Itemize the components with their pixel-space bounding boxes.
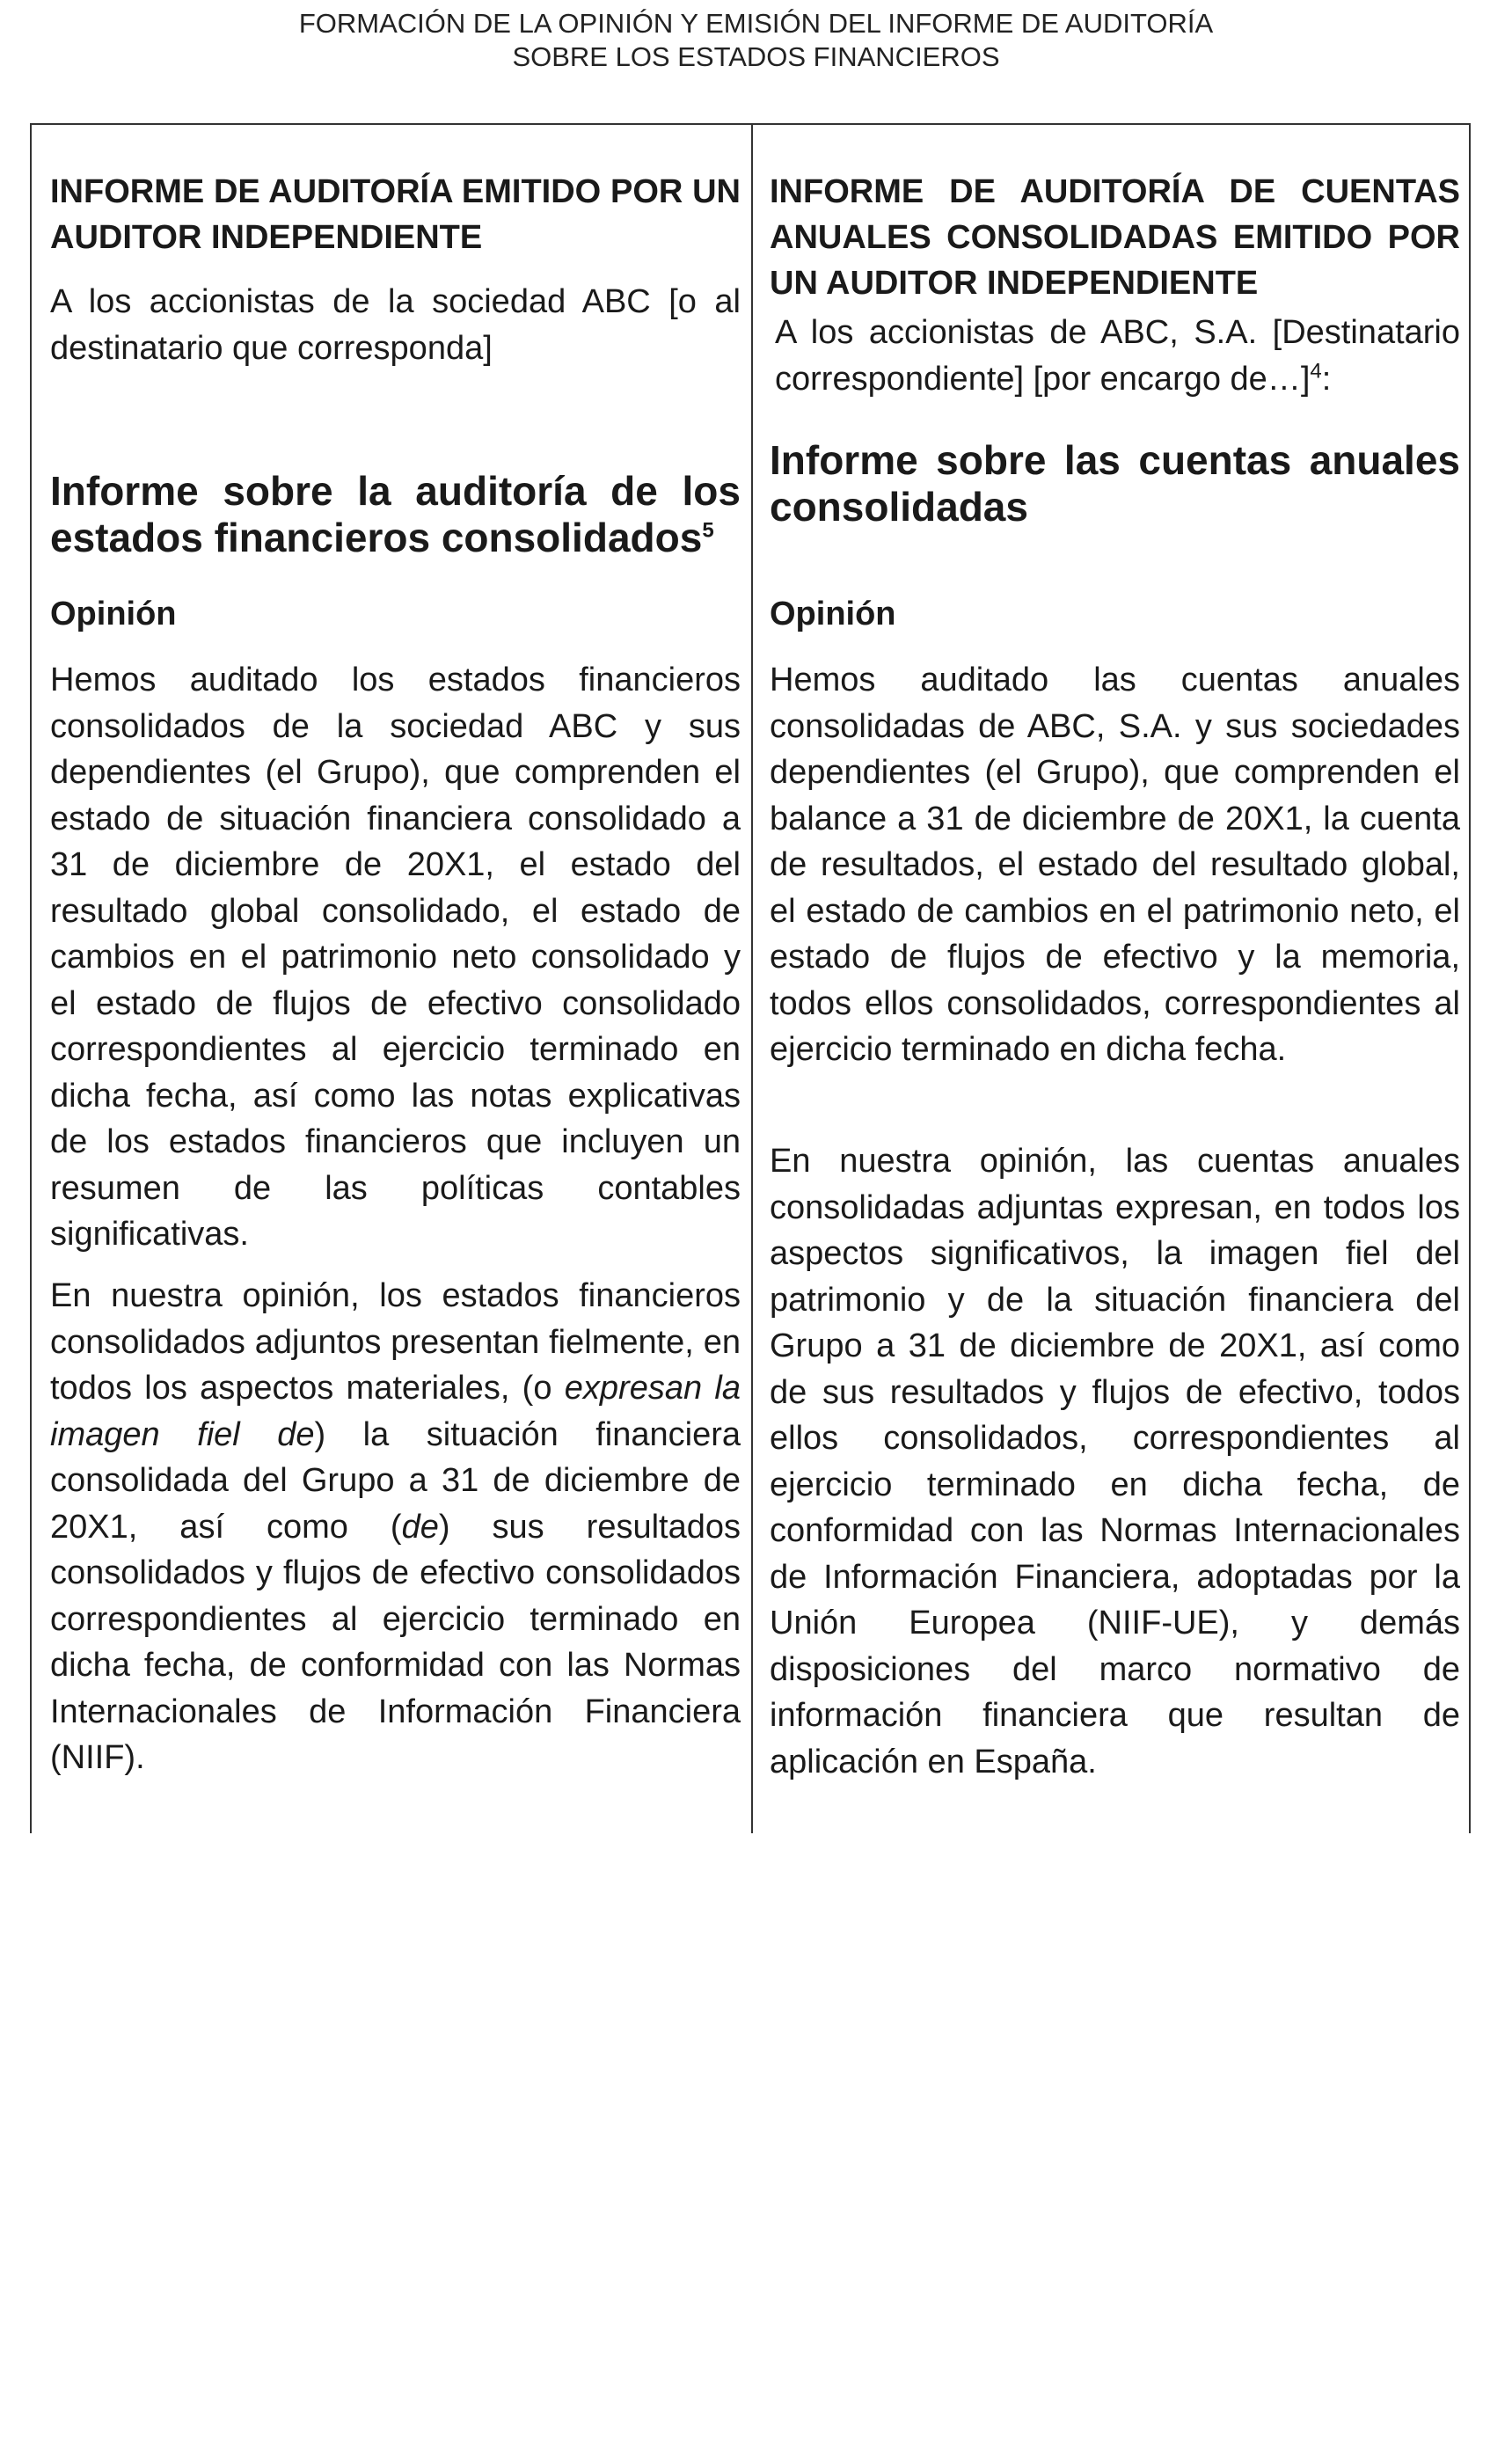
- left-italic-phrase-1: expresan la imagen fiel de: [50, 1370, 741, 1453]
- left-opinion-label: Opinión: [50, 596, 177, 632]
- header-line-2: SOBRE LOS ESTADOS FINANCIEROS: [512, 41, 1000, 72]
- left-title-footnote: 5: [702, 518, 714, 543]
- left-addressee: A los accionistas de la sociedad ABC [o al destinatario que corresponda]: [50, 283, 741, 367]
- header-line-1: FORMACIÓN DE LA OPINIÓN Y EMISIÓN DEL INFORME DE AUDITORÍA: [298, 8, 1214, 39]
- right-addressee: A los accionistas de ABC, S.A. [Destinatario correspondiente] [por encargo de…]$^4$:: [775, 314, 1460, 398]
- left-report-heading: INFORME DE AUDITORÍA EMITIDO POR UN AUDITOR INDEPENDIENTE: [50, 173, 741, 256]
- left-report-title: [50, 468, 741, 561]
- right-opinion-paragraph-1: Hemos auditado las cuentas anuales consolidadas de ABC, S.A. y sus sociedades dependientes (el Grupo), que comprenden el balance a 31 de diciembre de 20X1, la cuenta de resultados, el estado del resultado global, el estado de cambios en el patrimonio neto, el estado de flujos de efectivo y la memoria, todos ellos consolidados, correspondientes al ejercicio terminado en dicha fecha.: [770, 662, 1460, 1068]
- left-opinion-paragraph-2: En nuestra opinión, los estados financieros consolidados adjuntos presentan fielmente, en todos los aspectos materiales, (o expresan la imagen fiel de) la situación financiera consolidada del Grupo a 31 de diciembre de 20X1, así como (de) sus resultados consolidados y flujos de efectivo consolidados correspondientes al ejercicio terminado en dicha fecha, de conformidad con las Normas Internacionales de Información Financiera (NIIF).: [50, 1277, 741, 1776]
- page-header: [0, 7, 1512, 74]
- right-opinion-label: Opinión: [770, 596, 896, 632]
- column-divider: [751, 125, 753, 1833]
- right-report-title: Informe sobre las cuentas anuales consolidadas: [770, 437, 1460, 530]
- left-opinion-paragraph-1: Hemos auditado los estados financieros consolidados de la sociedad ABC y sus dependientes (el Grupo), que comprenden el estado de situación financiera consolidado a 31 de diciembre de 20X1, el estado del resultado global consolidado, el estado de cambios en el patrimonio neto consolidado y el estado de flujos de efectivo consolidado correspondientes al ejercicio terminado en dicha fecha, así como las notas explicativas de los estados financieros que incluyen un resumen de las políticas contables significativas.: [50, 662, 741, 1253]
- right-report-heading: INFORME DE AUDITORÍA DE CUENTAS ANUALES CONSOLIDADAS EMITIDO POR UN AUDITOR INDEPENDIENTE: [770, 173, 1460, 302]
- comparison-table: [30, 123, 1471, 1833]
- left-italic-phrase-2: de: [401, 1508, 439, 1546]
- right-opinion-paragraph-2: En nuestra opinión, las cuentas anuales consolidadas adjuntas expresan, en todos los aspectos significativos, la imagen fiel del patrimonio y de la situación financiera del Grupo a 31 de diciembre de 20X1, así como de sus resultados y flujos de efectivo, todos ellos consolidados, correspondientes al ejercicio terminado en dicha fecha, de conformidad con las Normas Internacionales de Información Financiera, adoptadas por la Unión Europea (NIIF-UE), y demás disposiciones del marco normativo de información financiera que resultan de aplicación en España.: [770, 1143, 1460, 1780]
- left-report-title-text: Informe sobre la auditoría de los estados financieros consolidados: [50, 468, 741, 560]
- right-addressee-footnote: 4: [1310, 358, 1322, 383]
